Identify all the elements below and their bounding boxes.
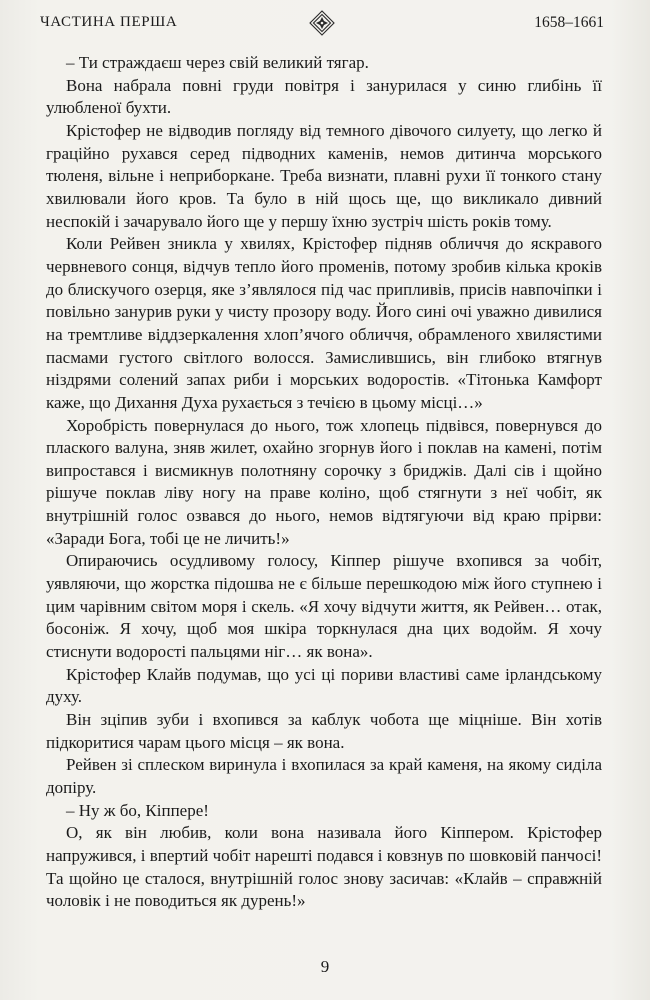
paragraph: Крістофер Клайв подумав, що усі ці пориви властиві саме ірландському духу. [46,664,602,707]
paragraph: Він зціпив зуби і вхопився за каблук чобота ще міцніше. Він хотів підкоритися чарам цього місця – як вона. [46,710,602,752]
paragraph: Рейвен зі сплеском виринула і вхопилася за край каменя, на якому сиділа допіру. [46,755,602,797]
body-text [46,52,602,913]
paragraph: Хоробрість повернулася до нього, тож хлопець підвівся, повернувся до плаского валуна, зняв жилет, охайно згорнув його і поклав на камені, потім випростався і висмикнув полотняну сорочку з бриджів. Далі сів і щойно рішуче поклав ліву ногу на праве коліно, щоб стягнути з неї чобіт, як внутрішній голос озвався до нього, немов відтягуючи від краю прірви: «Заради Бога, тобі це не личить!» [46,415,602,548]
paragraph: Опираючись осудливому голосу, Кіппер рішуче вхопився за чобіт, уявляючи, що жорстка підошва не є більше перешкодою між його ступнею і цим чарівним світом моря і скель. «Я хочу відчути життя, як Рейвен… отак, босоніж. Я хочу, щоб моя шкіра торкнулася дна цих водойм. Я хочу стиснути водорості пальцями ніг… як вона». [46,551,602,662]
year-range: 1658–1661 [534,14,604,31]
paragraph: Коли Рейвен зникла у хвилях, Крістофер підняв обличчя до яскравого червневого сонця, відчув тепло його променів, потому зробив кілька кроків до блискучого озерця, яке з’являлося під час припливів, присів навпочіпки і повільно занурив руки у чисту прозору воду. Його сині очі уважно дивилися на тремтливе віддзеркалення хлоп’ячого обличчя, обрамленого хвилястими пасмами густого світлого волосся. Замислившись, він глибоко втягнув ніздрями солений запах риби і морських водоростів. «Тітонька Камфорт каже, що Дихання Духа рухається з течією в цьому місці…» [46,234,602,412]
paragraph: – Ну ж бо, Кіппере! [66,800,209,820]
paragraph: Крістофер не відводив погляду від темного дівочого силуету, що легко й граційно рухався серед підводних каменів, немов дитинча морського тюленя, вільне і неприборкане. Треба визнати, плавні рухи її тонкого стану хвилювали його кров. Та було в ній щось ще, що викликало дивний неспокій і зачарувало його ще у першу їхню зустріч шість років тому. [46,120,602,231]
paragraph: О, як він любив, коли вона називала його Кіппером. Крістофер напружився, і впертий чобіт нарешті подався і ковзнув по шовковій панчосі! Та щойно це сталося, внутрішній голос знову засичав: «Клайв – справжній чоловік і не поводиться як дурень!» [46,823,602,911]
paragraph: – Ти страждаєш через свій великий тягар. [66,53,369,72]
chapter-title: ЧАСТИНА ПЕРША [40,14,178,30]
paragraph: Вона набрала повні груди повітря і занурилася у синю глибінь її улюбленої бухти. [46,75,602,118]
running-header [40,10,604,36]
diamond-ornament-icon [309,10,335,36]
page-number: 9 [320,957,330,976]
